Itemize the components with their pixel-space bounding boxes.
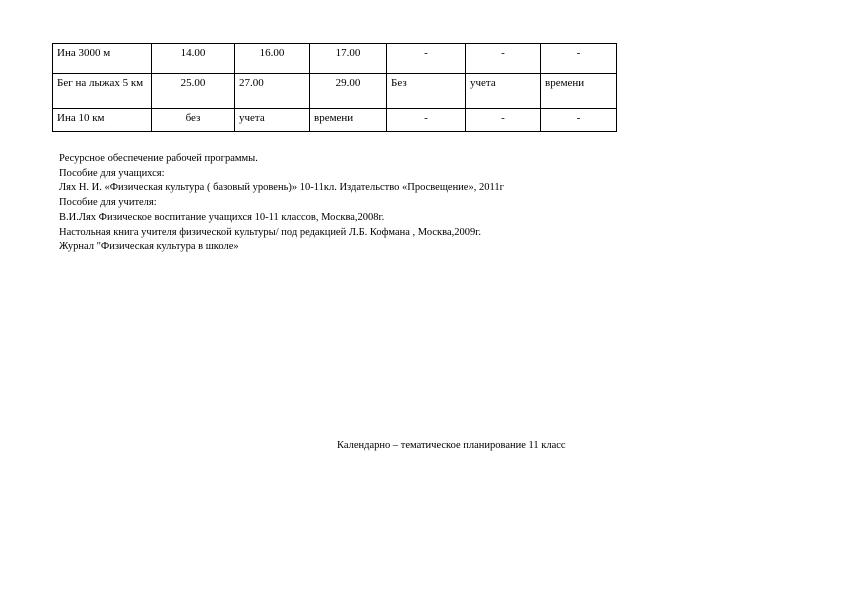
norms-table <box>52 43 617 132</box>
table-cell: Без <box>387 74 466 109</box>
table-cell: 29.00 <box>310 74 387 109</box>
table-cell: - <box>541 109 617 132</box>
table-cell: - <box>466 44 541 74</box>
table-cell: - <box>541 44 617 74</box>
table-cell: 16.00 <box>235 44 310 74</box>
table-cell: Ина 3000 м <box>53 44 152 74</box>
table-cell: Бег на лыжах 5 км <box>53 74 152 109</box>
table-cell: Ина 10 км <box>53 109 152 132</box>
teacher-handbook-entry: Настольная книга учителя физической культуры/ под редакцией Л.Б. Кофмана , Москва,2009г. <box>59 226 481 238</box>
table-row <box>53 74 617 109</box>
planning-title: Календарно – тематическое планирование 11 класс <box>337 440 566 451</box>
table-cell: учета <box>466 74 541 109</box>
teacher-manual-entry: В.И.Лях Физическое воспитание учащихся 10-11 классов, Москва,2008г. <box>59 211 385 223</box>
table-cell: времени <box>541 74 617 109</box>
table-cell: без <box>152 109 235 132</box>
table-cell: - <box>466 109 541 132</box>
student-manual-label: Пособие для учащихся: <box>59 167 165 179</box>
table-cell: 27.00 <box>235 74 310 109</box>
table-cell: - <box>387 44 466 74</box>
resources-section <box>59 152 504 255</box>
table-cell: 14.00 <box>152 44 235 74</box>
table-cell: времени <box>310 109 387 132</box>
table-row <box>53 44 617 74</box>
teacher-manual-label: Пособие для учителя: <box>59 197 157 209</box>
table-cell: 17.00 <box>310 44 387 74</box>
table-cell: 25.00 <box>152 74 235 109</box>
journal-entry: Журнал "Физическая культура в школе» <box>59 241 239 253</box>
table-cell: учета <box>235 109 310 132</box>
table-cell: - <box>387 109 466 132</box>
student-manual-entry: Лях Н. И. «Физическая культура ( базовый уровень)» 10-11кл. Издательство «Просвещение», 2011г <box>59 182 504 194</box>
table-row <box>53 109 617 132</box>
resources-heading: Ресурсное обеспечение рабочей программы. <box>59 153 258 164</box>
